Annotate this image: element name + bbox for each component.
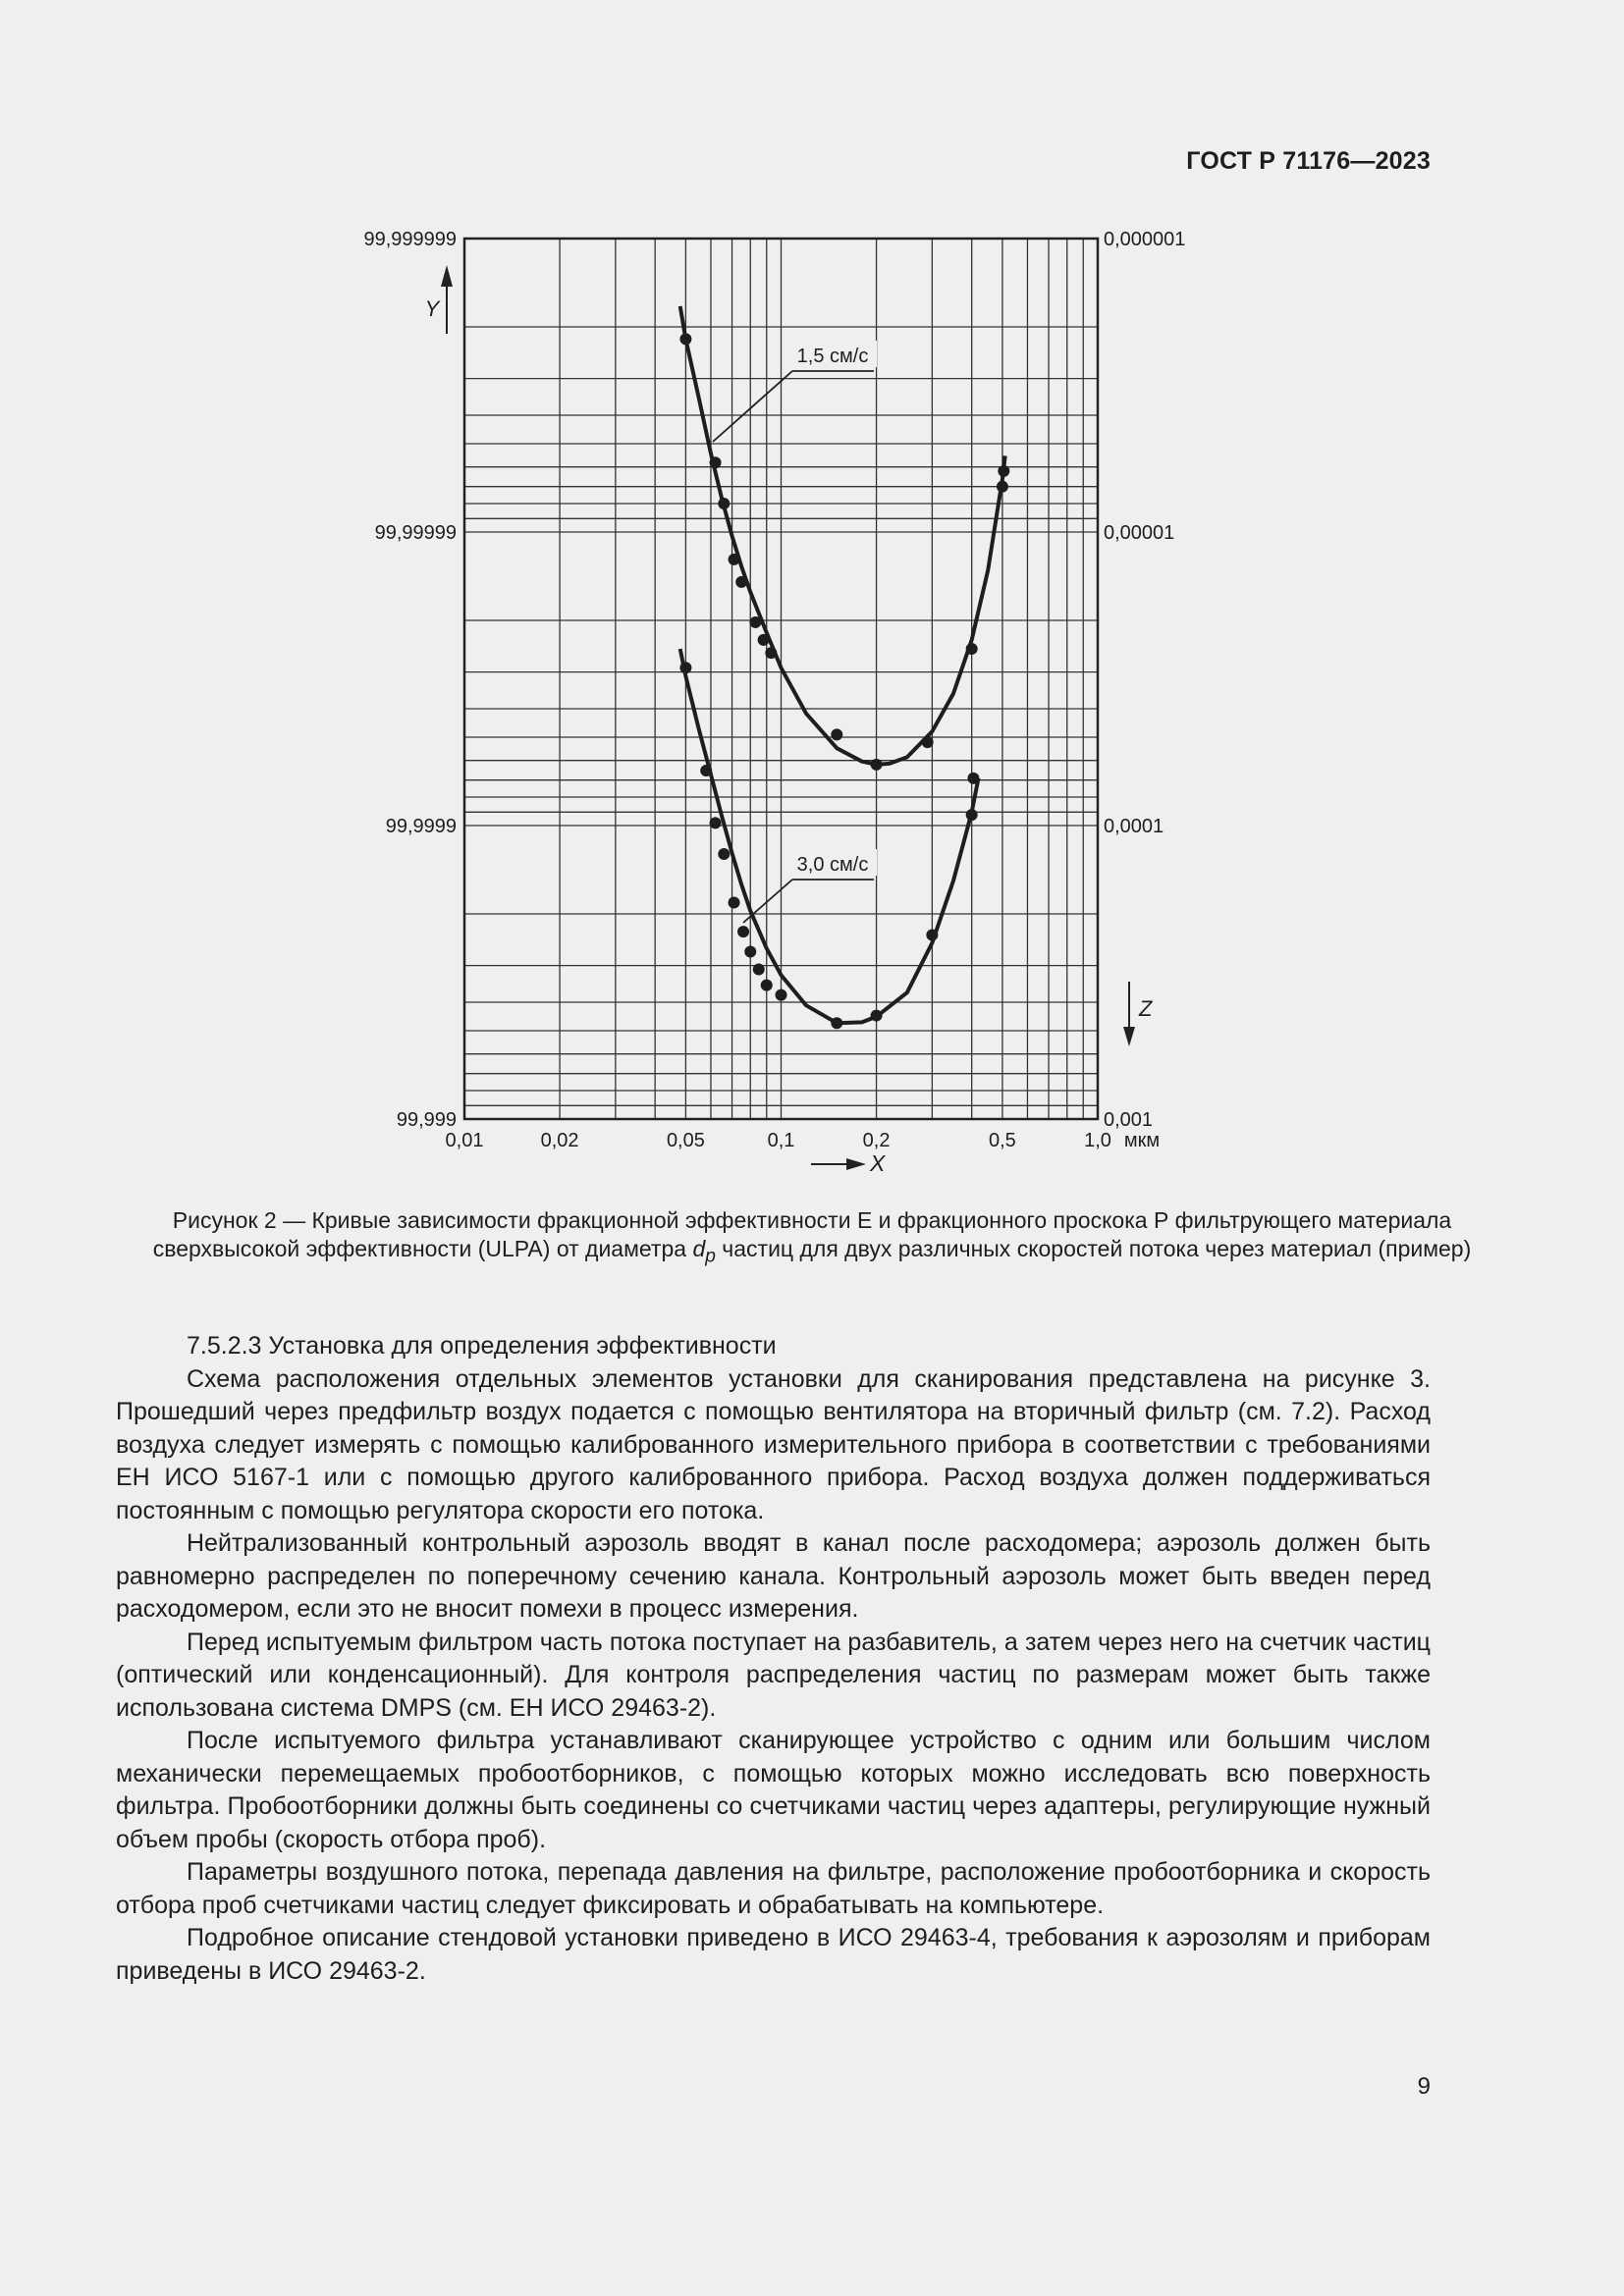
y-axis-arrowhead xyxy=(441,265,453,287)
x-unit-label: мкм xyxy=(1123,1130,1161,1151)
data-point xyxy=(729,896,740,908)
data-point xyxy=(679,333,691,345)
paragraph: Перед испытуемым фильтром часть потока поступает на разбавитель, а затем через него на счетчик частиц (оптический или конденсационный). Для контроля распределения частиц по размерам может быть также использована система DMPS (см. ЕН ИСО 29463-2). xyxy=(116,1628,1431,1722)
x-tick-label: 0,1 xyxy=(767,1130,795,1151)
annotation-label: 3,0 см/с xyxy=(796,854,869,876)
x-tick-label: 0,01 xyxy=(445,1130,484,1151)
body-text xyxy=(116,1330,1431,1988)
data-point xyxy=(998,465,1009,477)
caption-text-2: частиц для двух различных скоростей потока через материал (пример) xyxy=(715,1236,1472,1261)
data-point xyxy=(718,498,730,509)
data-point xyxy=(710,456,722,468)
y-left-tick-label: 99,999 xyxy=(396,1109,457,1131)
x-tick-label: 0,2 xyxy=(862,1130,891,1151)
data-point xyxy=(758,634,770,646)
y-axis-label: Y xyxy=(424,296,440,321)
x-tick-label: 0,05 xyxy=(666,1130,705,1151)
paragraph: После испытуемого фильтра устанавливают сканирующее устройство с одним или большим числом механически перемещаемых пробоотборников, с помощью которых можно исследовать всю поверхность фильтра. Пробоотборники должны быть соединены со счетчиками частиц через адаптеры, регулирующие нужный объем пробы (скорость отбора проб). xyxy=(116,1727,1431,1853)
page-number: 9 xyxy=(1417,2073,1431,2100)
data-point xyxy=(753,963,765,975)
figure-caption xyxy=(116,1206,1508,1271)
data-point xyxy=(735,576,747,588)
data-point xyxy=(966,643,978,655)
caption-variable-subscript: p xyxy=(705,1246,716,1267)
y-left-tick-label: 99,99999 xyxy=(374,522,457,544)
data-point xyxy=(679,662,691,673)
caption-text-1: Рисунок 2 — Кривые зависимости фракционной эффективности Е и фракционного проскока Р фильтрующего материала сверхвысокой эффективности (ULPA) от диаметра xyxy=(152,1207,1452,1261)
x-tick-label: 0,02 xyxy=(540,1130,579,1151)
series-curve-1 xyxy=(680,306,1005,765)
annotation-label: 1,5 см/с xyxy=(796,346,869,367)
section-title: 7.5.2.3 Установка для определения эффективности xyxy=(187,1332,777,1360)
data-point xyxy=(997,481,1008,493)
data-point xyxy=(729,554,740,565)
z-axis-label: Z xyxy=(1139,996,1153,1021)
data-point xyxy=(922,736,934,748)
caption-variable: d xyxy=(692,1236,706,1261)
y-left-tick-label: 99,999999 xyxy=(363,229,457,250)
paragraph: Нейтрализованный контрольный аэрозоль вводят в канал после расходомера; аэрозоль должен быть равномерно распределен по поперечному сечению канала. Контрольный аэрозоль может быть введен перед расходомером, если это не вносит помехи в процесс измерения. xyxy=(116,1529,1431,1623)
y-right-tick-label: 0,0001 xyxy=(1104,816,1164,837)
x-axis-arrowhead xyxy=(846,1158,866,1170)
data-point xyxy=(871,759,883,771)
document-header: ГОСТ Р 71176—2023 xyxy=(1186,147,1431,175)
y-left-tick-label: 99,9999 xyxy=(385,816,457,837)
paragraph: Схема расположения отдельных элементов установки для сканирования представлена на рисунке 3. Прошедший через предфильтр воздух подается с помощью вентилятора на вторичный фильтр (см. 7.2). Расход воздуха следует измерять с помощью калиброванного измерительного прибора в соответствии с требованиями ЕН ИСО 5167-1 или с помощью другого калиброванного прибора. Расход воздуха должен поддерживаться постоянным с помощью регулятора скорости его потока. xyxy=(116,1364,1431,1524)
data-point xyxy=(871,1010,883,1022)
data-point xyxy=(831,1017,842,1029)
data-point xyxy=(765,647,777,659)
y-right-tick-label: 0,001 xyxy=(1104,1109,1154,1131)
data-point xyxy=(710,817,722,828)
y-right-tick-label: 0,00001 xyxy=(1104,522,1175,544)
data-point xyxy=(966,809,978,821)
y-right-tick-label: 0,000001 xyxy=(1104,229,1186,250)
data-point xyxy=(761,980,773,991)
data-point xyxy=(749,616,761,628)
data-point xyxy=(700,765,712,776)
x-tick-label: 0,5 xyxy=(989,1130,1016,1151)
series-curve-2 xyxy=(680,649,979,1023)
paragraph: Параметры воздушного потока, перепада давления на фильтре, расположение пробоотборника и скорость отбора проб счетчиками частиц следует фиксировать и обрабатывать на компьютере. xyxy=(116,1858,1431,1919)
x-tick-label: 1,0 xyxy=(1084,1130,1111,1151)
z-axis-arrowhead xyxy=(1123,1027,1135,1046)
data-point xyxy=(831,728,842,740)
data-point xyxy=(737,926,749,937)
data-point xyxy=(744,945,756,957)
data-point xyxy=(776,989,787,1001)
data-point xyxy=(967,773,979,784)
data-point xyxy=(926,930,938,941)
data-point xyxy=(718,848,730,860)
paragraph: Подробное описание стендовой установки приведено в ИСО 29463-4, требования к аэрозолям и приборам приведены в ИСО 29463-2. xyxy=(116,1924,1431,1985)
x-axis-label: X xyxy=(870,1150,886,1176)
